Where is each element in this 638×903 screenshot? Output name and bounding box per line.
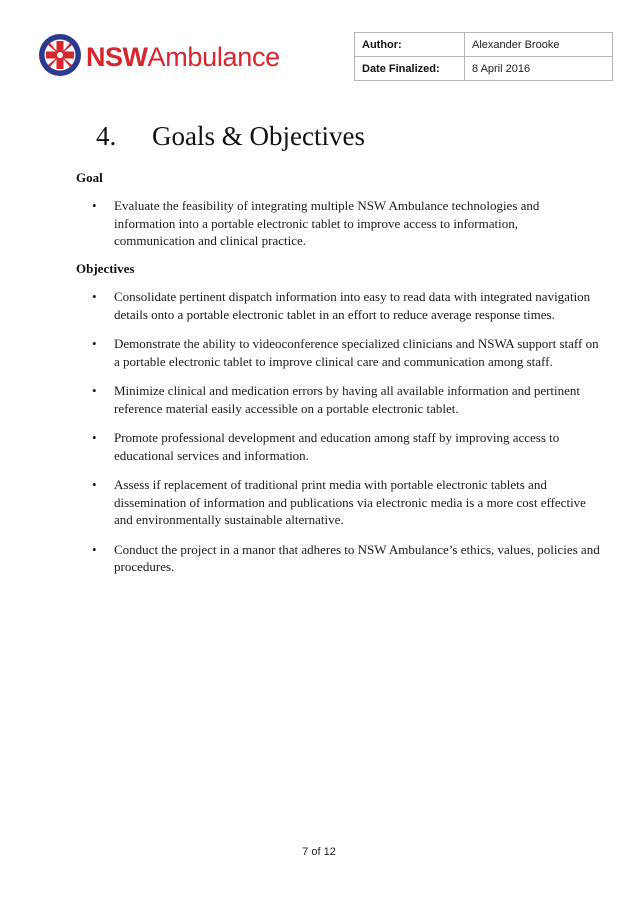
document-meta-table bbox=[354, 32, 613, 81]
list-item bbox=[92, 335, 602, 370]
list-item-text: Conduct the project in a manor that adheres to NSW Ambulance’s ethics, values, policies and procedures. bbox=[114, 541, 600, 574]
meta-row-author bbox=[355, 33, 613, 57]
list-item bbox=[92, 288, 602, 323]
meta-row-date bbox=[355, 57, 613, 81]
list-item bbox=[92, 541, 602, 576]
list-item bbox=[92, 197, 602, 250]
bullet-icon: • bbox=[92, 289, 97, 304]
section-heading bbox=[96, 118, 365, 154]
bullet-icon: • bbox=[92, 430, 97, 445]
bullet-icon: • bbox=[92, 336, 97, 351]
meta-key: Author: bbox=[355, 33, 465, 57]
list-item bbox=[92, 382, 602, 417]
section-number: 4. bbox=[96, 121, 117, 151]
page-number: 7 of 12 bbox=[302, 846, 336, 858]
nsw-ambulance-logo bbox=[38, 33, 308, 83]
nsw-ambulance-cross-emblem-icon bbox=[38, 33, 82, 77]
objectives-list bbox=[92, 288, 602, 576]
brand-name bbox=[86, 39, 280, 75]
list-item bbox=[92, 429, 602, 464]
bullet-icon: • bbox=[92, 477, 97, 492]
brand-name-regular: Ambulance bbox=[147, 42, 280, 72]
objectives-heading: Objectives bbox=[76, 261, 135, 276]
bullet-icon: • bbox=[92, 383, 97, 398]
bullet-icon: • bbox=[92, 541, 97, 557]
bullet-icon: • bbox=[92, 198, 97, 213]
list-item-text: Minimize clinical and medication errors by having all available information and pertinent reference material easily accessible on a portable electronic tablet. bbox=[114, 383, 581, 416]
list-item-text: Evaluate the feasibility of integrating multiple NSW Ambulance technologies and information into a portable electronic tablet to improve access to information, communication and clinical practice. bbox=[114, 198, 540, 248]
meta-value: Alexander Brooke bbox=[465, 33, 613, 57]
list-item-text: Promote professional development and education among staff by improving access to educational services and information. bbox=[114, 430, 560, 463]
goal-heading: Goal bbox=[76, 170, 103, 185]
section-title: Goals & Objectives bbox=[152, 121, 365, 151]
meta-value: 8 April 2016 bbox=[465, 57, 613, 81]
list-item-text: Assess if replacement of traditional print media with portable electronic tablets and dissemination of information and publications via electronic media is a more cost effective and environmentally sustainable alternative. bbox=[114, 477, 586, 527]
brand-name-bold: NSW bbox=[86, 42, 148, 72]
list-item-text: Consolidate pertinent dispatch information into easy to read data with integrated navigation details onto a portable electronic tablet in an effort to reduce average response times. bbox=[114, 289, 591, 322]
goal-list bbox=[92, 197, 602, 250]
list-item bbox=[92, 476, 602, 529]
list-item-text: Demonstrate the ability to videoconference specialized clinicians and NSWA support staff on a portable electronic tablet to improve clinical care and communication among staff. bbox=[114, 336, 599, 369]
meta-key: Date Finalized: bbox=[355, 57, 465, 81]
